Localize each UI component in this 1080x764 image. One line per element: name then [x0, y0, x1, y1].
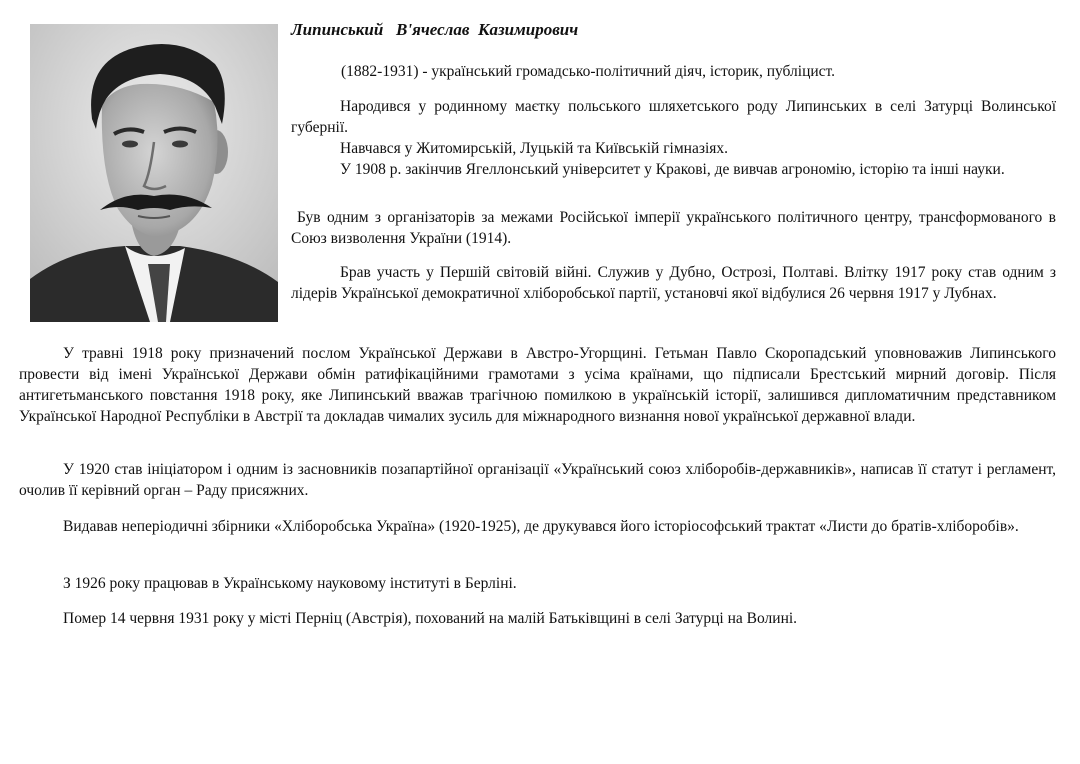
- bio-line-birth: Народився у родинному маєтку польського шляхетського роду Липинських в селі Затурці Волинської губернії.: [291, 98, 1056, 136]
- lead-paragraph: (1882-1931) - український громадсько-політичний діяч, історик, публіцист.: [341, 63, 836, 80]
- paragraph-berlin: З 1926 року працював в Українському науковому інституті в Берліні.: [63, 575, 517, 592]
- bio-line-university: У 1908 р. закінчив Ягеллонський університет у Кракові, де вивчав агрономію, історію та інші науки.: [340, 161, 1005, 178]
- paragraph-death: Помер 14 червня 1931 року у місті Перніц (Австрія), похований на малій Батьківщині в селі Затурці на Волині.: [63, 610, 798, 627]
- bio-block: [291, 96, 1056, 180]
- portrait-photo: [30, 24, 278, 322]
- paragraph-war: Брав участь у Першій світовій війні. Служив у Дубно, Острозі, Полтаві. Влітку 1917 року став одним з лідерів Української демократичної хліборобської партії, установчі якої відбулися 26 червня 1917 у Лубнах.: [291, 264, 1056, 302]
- page-title: Липинський В'ячеслав Казимирович: [291, 20, 579, 39]
- paragraph-ambassador: У травні 1918 року призначений послом Української Держави в Австро-Угорщині. Гетьман Павло Скоропадський уповноважив Липинського провести від імені Української Держави обмін ратифікаційними грамотами з усіма країнами, що підписали Брестський мирний договір. Після антигетьманського повстання 1918 року, яке Липинський вважав трагічною помилкою в українській історії, залишився дипломатичним представником Української Народної Республіки в Австрії та докладав чималих зусиль для міжнародного визнання нової української державної влади.: [19, 345, 1056, 425]
- bio-line-school: Навчався у Житомирській, Луцькій та Київській гімназіях.: [340, 140, 729, 157]
- paragraph-publications: Видавав неперіодичні збірники «Хліборобська Україна» (1920-1925), де друкувався його історіософський трактат «Листи до братів-хліборобів».: [63, 518, 1019, 535]
- paragraph-union: У 1920 став ініціатором і одним із засновників позапартійної організації «Український союз хліборобів-державників», написав її статут і регламент, очолив її керівний орган – Раду присяжних.: [19, 461, 1056, 499]
- paragraph-organizer: Був одним з організаторів за межами Російської імперії українського політичного центру, трансформованого в Союз визволення України (1914).: [291, 209, 1056, 247]
